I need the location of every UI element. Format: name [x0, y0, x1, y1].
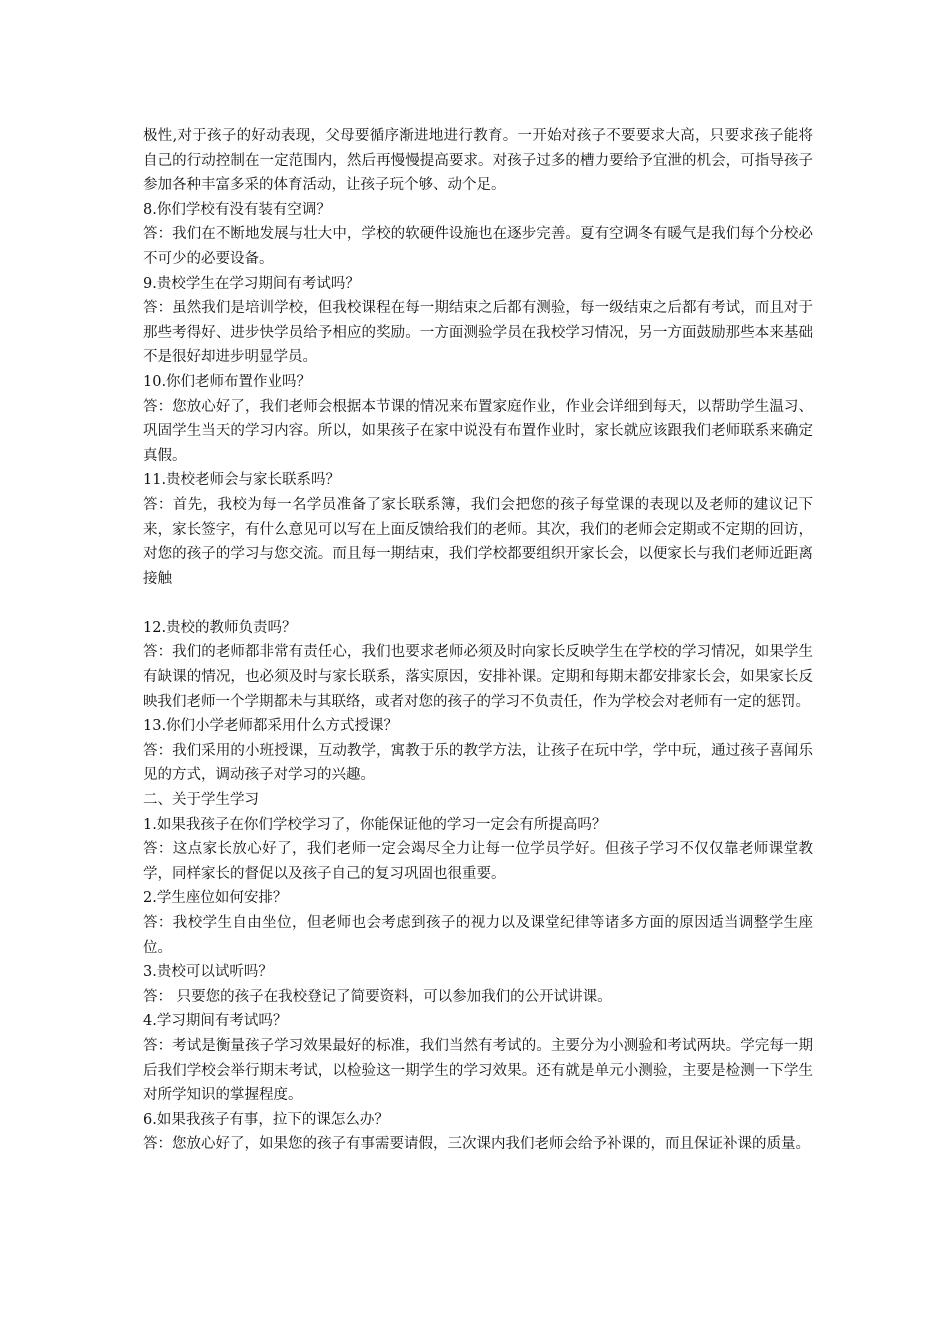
answer-3: 答： 只要您的孩子在我校登记了简要资料，可以参加我们的公开试讲课。 — [143, 988, 612, 1005]
answer-6: 答：您放心好了，如果您的孩子有事需要请假，三次课内我们老师会给予补课的，而且保证补课的质量。 — [143, 1136, 810, 1153]
question-4: 4.学习期间有考试吗？ — [143, 1013, 288, 1030]
question-6: 6.如果我孩子有事，拉下的课怎么办？ — [143, 1111, 389, 1128]
document-page — [143, 124, 813, 1157]
question-12: 12.贵校的教师负责吗？ — [143, 619, 297, 636]
answer-10: 答：您放心好了，我们老师会根据本节课的情况来布置家庭作业，作业会详细到每天，以帮助学生温习、巩固学生当天的学习内容。所以，如果孩子在家中说没有布置作业时，家长就应该跟我们老师联系来确定真假。 — [143, 398, 813, 464]
answer-1: 答：这点家长放心好了，我们老师一定会竭尽全力让每一位学员学好。但孩子学习不仅仅靠老师课堂教学，同样家长的督促以及孩子自己的复习巩固也很重要。 — [143, 841, 813, 882]
question-11: 11.贵校老师会与家长联系吗？ — [143, 472, 341, 489]
question-10: 10.你们老师布置作业吗？ — [143, 373, 312, 390]
answer-13: 答：我们采用的小班授课，互动教学，寓教于乐的教学方法，让孩子在玩中学，学中玩，通过孩子喜闻乐见的方式，调动孩子对学习的兴趣。 — [143, 742, 813, 784]
section-heading: 二、关于学生学习 — [143, 792, 259, 809]
question-3: 3.贵校可以试听吗？ — [143, 964, 273, 981]
answer-8: 答：我们在不断地发展与壮大中，学校的软硬件设施也在逐步完善。夏有空调冬有暖气是我们每个分校必不可少的必要设备。 — [143, 226, 813, 267]
answer-11: 答：首先，我校为每一名学员准备了家长联系簿，我们会把您的孩子每堂课的表现以及老师的建议记下来，家长签字，有什么意见可以写在上面反馈给我们的老师。其次，我们的老师会定期或不定期的回访，对您的孩子的学习与您交流。而且每一期结束，我们学校都要组织开家长会，以便家长与我们老师近距离接触 — [143, 496, 813, 587]
paragraph-continuation: 极性,对于孩子的好动表现，父母要循序渐进地进行教育。一开始对孩子不要要求大高，只要求孩子能将自己的行动控制在一定范围内，然后再慢慢提高要求。对孩子过多的槽力要给予宜泄的机会，可指导孩子参加各种丰富多采的体育活动，让孩子玩个够、动个足。 — [143, 128, 813, 194]
answer-12: 答：我们的老师都非常有责任心，我们也要求老师必须及时向家长反映学生在学校的学习情况，如果学生有缺课的情况，也必须及时与家长联系，落实原因，安排补课。定期和每期末都安排家长会，如果家长反映我们老师一个学期都未与其联络，或者对您的孩子的学习不负责任，作为学校会对老师有一定的惩罚。 — [143, 644, 813, 710]
question-2: 2.学生座位如何安排？ — [143, 890, 288, 907]
question-9: 9.贵校学生在学习期间有考试吗？ — [143, 275, 360, 292]
question-1: 1.如果我孩子在你们学校学习了，你能保证他的学习一定会有所提高吗？ — [143, 816, 607, 833]
answer-9: 答：虽然我们是培训学校，但我校课程在每一期结束之后都有测验，每一级结束之后都有考试，而且对于那些考得好、进步快学员给予相应的奖励。一方面测验学员在我校学习情况，另一方面鼓励那些本来基础不是很好却进步明显学员。 — [143, 300, 813, 366]
question-8: 8.你们学校有没有装有空调？ — [143, 201, 331, 218]
blank-line — [143, 591, 813, 616]
answer-2: 答：我校学生自由坐位，但老师也会考虑到孩子的视力以及课堂纪律等诸多方面的原因适当调整学生座位。 — [143, 915, 813, 956]
question-13: 13.你们小学老师都采用什么方式授课？ — [143, 718, 399, 735]
answer-4: 答：考试是衡量孩子学习效果最好的标准，我们当然有考试的。主要分为小测验和考试两块。学完每一期后我们学校会举行期末考试，以检验这一期学生的学习效果。还有就是单元小测验，主要是检测一下学生对所学知识的掌握程度。 — [143, 1037, 813, 1104]
